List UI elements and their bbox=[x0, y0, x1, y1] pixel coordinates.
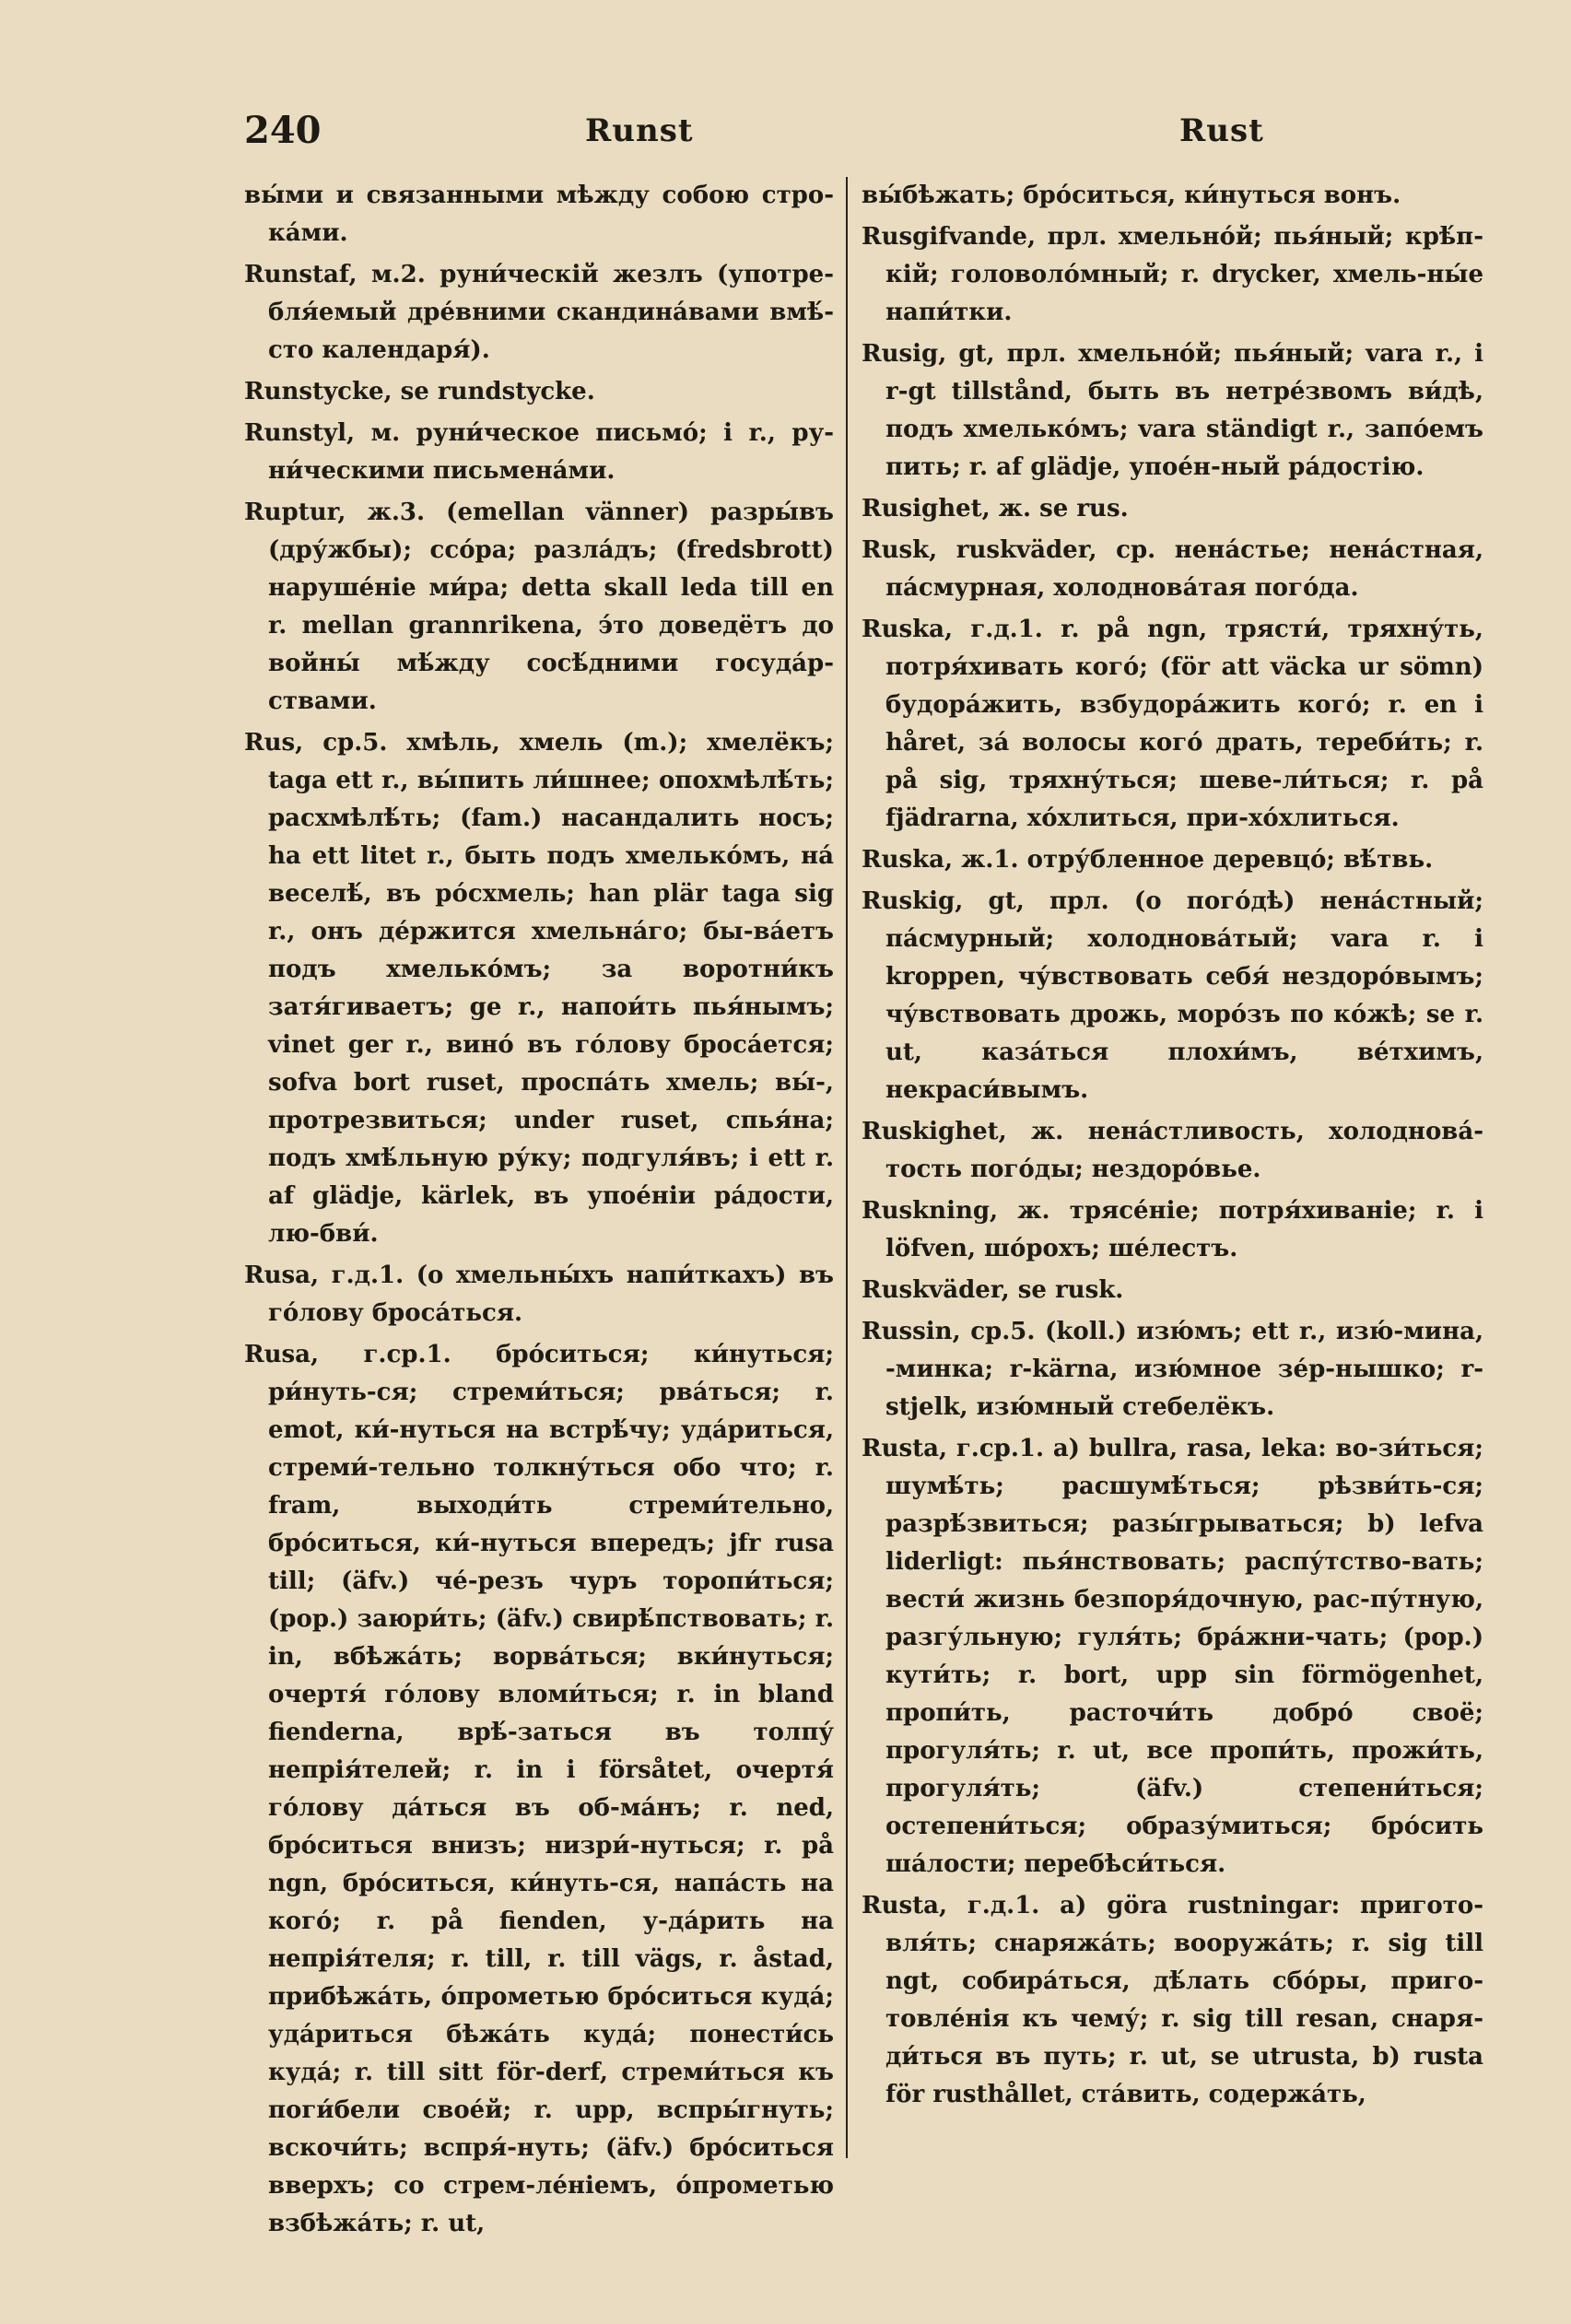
page-number: 240 bbox=[244, 109, 322, 152]
dictionary-entry: Runstaf, м.2. руни́ческій жезлъ (употре-бля́емый дре́вними скандина́вами вмѣ́-сто календаря́). bbox=[244, 261, 834, 364]
dictionary-entry: Rusk, ruskväder, ср. нена́стье; нена́стная, па́смурная, холоднова́тая пого́да. bbox=[862, 536, 1483, 602]
dictionary-entry: Rusig, gt, прл. хмельно́й; пья́ный; vara r., i r-gt tillstånd, быть въ нетре́звомъ ви́дѣ, подъ хмелько́мъ; vara ständigt r., запо́емъ пить; r. af glädje, упое́н-ный ра́достію. bbox=[862, 340, 1483, 481]
left-column bbox=[244, 177, 834, 2247]
dictionary-entry: Rusighet, ж. se rus. bbox=[862, 495, 1129, 522]
dictionary-entry: Rusa, г.ср.1. бро́ситься; ки́нуться; ри́нуть-ся; стреми́ться; рва́ться; r. emot, ки́-нуться на встрѣ́чу; уда́риться, стреми́-тельно толкну́ться обо что; r. fram, выходи́ть стреми́тельно, бро́ситься, ки́-нуться впередъ; jfr rusa till; (äfv.) че́-резъ чуръ торопи́ться; (pop.) заюри́ть; (äfv.) свирѣ́пствовать; r. in, вбѣжа́ть; ворва́ться; вки́нуться; очертя́ го́лову вломи́ться; r. in bland fienderna, врѣ́-заться въ толпу́ непрія́телей; r. in i försåtet, очертя́ го́лову да́ться въ об-ма́нъ; r. ned, бро́ситься внизъ; низри́-нуться; r. på ngn, бро́ситься, ки́нуть-ся, напа́сть на кого́; r. på fienden, у-да́рить на непрія́теля; r. till, r. till vägs, r. åstad, прибѣжа́ть, о́прометью бро́ситься куда́; уда́риться бѣжа́ть куда́; понести́сь куда́; r. till sitt för-derf, стреми́ться къ поги́бели свое́й; r. upp, вспры́гнуть; вскочи́ть; вспря́-нуть; (äfv.) бро́ситься вверхъ; со стрем-ле́ніемъ, о́прометью взбѣжа́ть; r. ut, bbox=[244, 1341, 834, 2237]
dictionary-entry: Rusta, г.ср.1. a) bullra, rasa, leka: во-зи́ться; шумѣ́ть; расшумѣ́ться; рѣзви́ть-ся; разрѣ́звиться; разы́грываться; b) lefva liderligt: пья́нствовать; распу́тство-вать; вести́ жизнь безпоря́дочную, рас-пу́тную, разгу́льную; гуля́ть; бра́жни-чать; (pop.) кути́ть; r. bort, upp sin förmögenhet, пропи́ть, расточи́ть добро́ своё; прогуля́ть; r. ut, все пропи́ть, прожи́ть, прогуля́ть; (äfv.) степени́ться; остепени́ться; образу́миться; бро́сить ша́лости; перебѣси́ться. bbox=[862, 1435, 1483, 1878]
dictionary-entry: Rusta, г.д.1. a) göra rustningar: пригото-вля́ть; снаряжа́ть; вооружа́ть; r. sig till ngt, собира́ться, дѣ́лать сбо́ры, приго-товле́нія къ чему́; r. sig till resan, снаря-ди́ться въ путь; r. ut, se utrusta, b) rusta för rusthållet, ста́вить, содержа́ть, bbox=[862, 1892, 1483, 2108]
dictionary-entry: Runstycke, se rundstycke. bbox=[244, 378, 595, 405]
dictionary-entry: Ruptur, ж.3. (emellan vänner) разры́въ (дру́жбы); ссо́ра; разла́дъ; (fredsbrott) наруше́ніе ми́ра; detta skall leda till en r. mellan grannrikena, э́то доведётъ до войны́ мѣ́жду сосѣ́дними госуда́р-ствами. bbox=[244, 499, 834, 715]
dictionary-entry: Ruska, г.д.1. r. på ngn, трясти́, тряхну́ть, потря́хивать кого́; (för att väcka ur sömn) будора́жить, взбудора́жить кого́; r. en i håret, за́ волосы кого́ драть, тереби́ть; r. på sig, тряхну́ться; шеве-ли́ться; r. på fjädrarna, хо́хлиться, при-хо́хлиться. bbox=[862, 616, 1483, 832]
dictionary-entry: Rusgifvande, прл. хмельно́й; пья́ный; крѣ́п-кій; головоло́мный; r. drycker, хмель-ны́е напи́тки. bbox=[862, 223, 1483, 326]
dictionary-entry: Ruskighet, ж. нена́стливость, холоднова́-тость пого́ды; нездоро́вье. bbox=[862, 1118, 1483, 1183]
dictionary-entry: Rus, ср.5. хмѣль, хмель (m.); хмелёкъ; taga ett r., вы́пить ли́шнее; опохмѣлѣ́ть; расхмѣлѣ́ть; (fam.) насандалить носъ; ha ett litet r., быть подъ хмелько́мъ, на́ веселѣ́, въ ро́схмель; han plär taga sig r., онъ де́ржится хмельна́го; бы-ва́етъ подъ хмелько́мъ; за воротни́къ затя́гиваетъ; ge r., напои́ть пья́нымъ; vinet ger r., вино́ въ го́лову броса́ется; sofva bort ruset, проспа́ть хмель; вы́-, протрезвиться; under ruset, спья́на; подъ хмѣ́льную ру́ку; подгуля́въ; i ett r. af glädje, kärlek, въ упое́ніи ра́дости, лю-бви́. bbox=[244, 729, 834, 1248]
page-header bbox=[244, 109, 1483, 166]
dictionary-entry: Rusa, г.д.1. (о хмельны́хъ напи́ткахъ) въ го́лову броса́ться. bbox=[244, 1262, 834, 1327]
dictionary-entry: Ruskig, gt, прл. (о пого́дѣ) нена́стный; па́смурный; холоднова́тый; vara r. i kroppen, чу́вствовать себя́ нездоро́вымъ; чу́вствовать дрожь, моро́зъ по ко́жѣ; se r. ut, каза́ться плохи́мъ, ве́тхимъ, некраси́вымъ. bbox=[862, 887, 1483, 1104]
dictionary-entry: вы́бѣжать; бро́ситься, ки́нуться вонъ. bbox=[862, 182, 1401, 209]
dictionary-entry: Ruskväder, se rusk. bbox=[862, 1276, 1124, 1304]
dictionary-entry: Russin, ср.5. (koll.) изю́мъ; ett r., изю́-мина, -минка; r-kärna, изю́мное зе́р-нышко; r-stjelk, изю́мный стебелёкъ. bbox=[862, 1318, 1483, 1421]
right-guide-word: Rust bbox=[1179, 112, 1264, 149]
dictionary-entry: Ruskning, ж. трясе́ніе; потря́хиваніе; r. i löfven, шо́рохъ; ше́лестъ. bbox=[862, 1197, 1483, 1262]
left-guide-word: Runst bbox=[585, 112, 694, 149]
dictionary-entry: вы́ми и связанными мѣжду собою стро-ка́ми. bbox=[244, 182, 834, 247]
dictionary-entry: Ruska, ж.1. отру́бленное деревцо́; вѣ́твь. bbox=[862, 846, 1434, 874]
right-column bbox=[862, 177, 1483, 2118]
dictionary-entry: Runstyl, м. руни́ческое письмо́; i r., ру-ни́ческими письмена́ми. bbox=[244, 419, 834, 485]
column-divider bbox=[846, 177, 848, 2158]
